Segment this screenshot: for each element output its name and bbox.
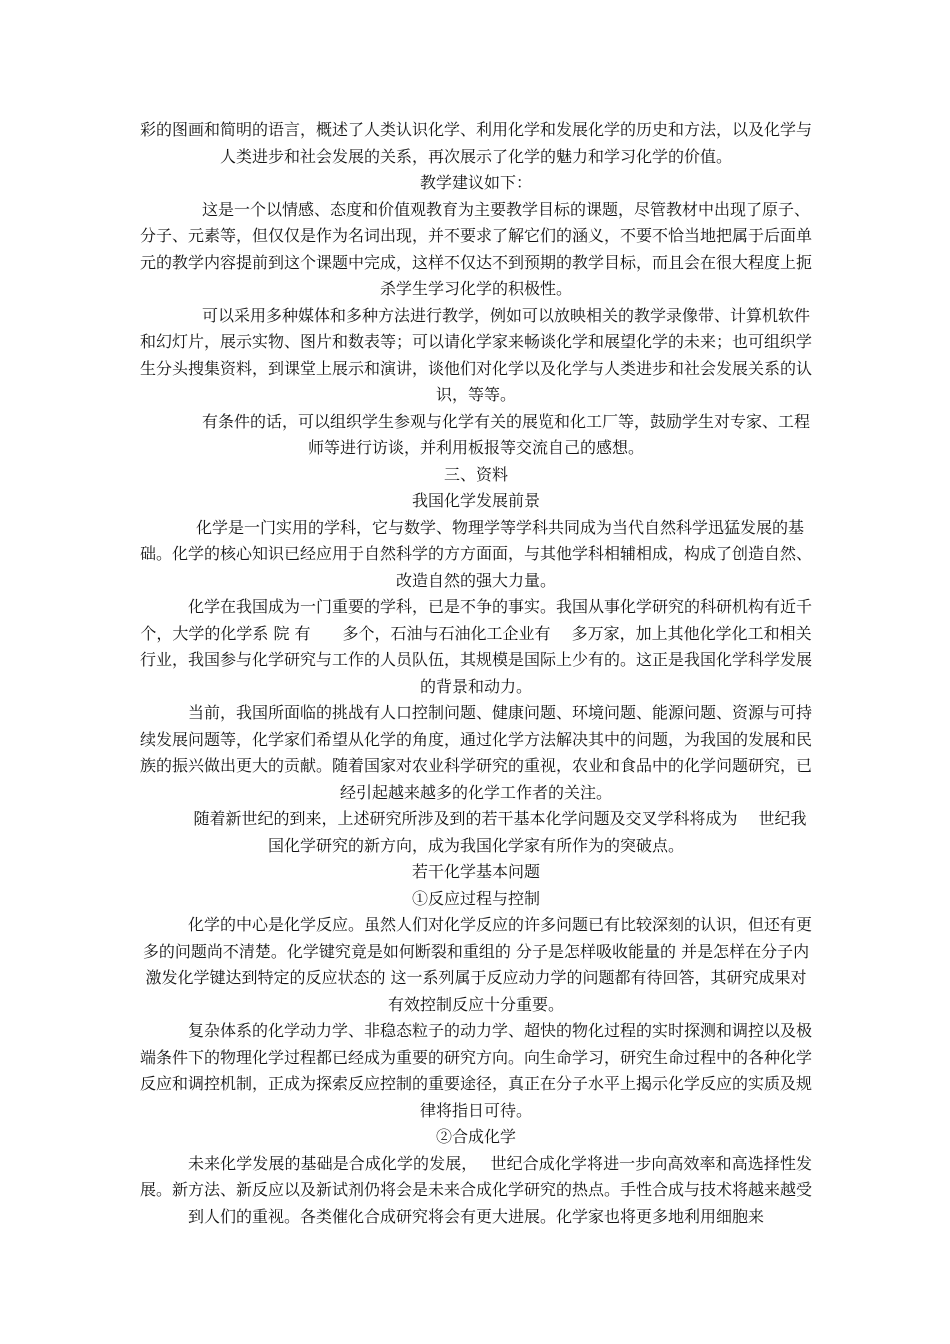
heading-synthetic-chemistry: ②合成化学 <box>435 1127 516 1146</box>
document-page <box>140 117 812 1230</box>
paragraph-suggestion-1: 这是一个以情感、态度和价值观教育为主要教学目标的课题，尽管教材中出现了原子、分子、元素等，但仅仅是作为名词出现，并不要求了解它们的涵义，不要不恰当地把属于后面单元的教学内容提前到这个课题中完成，这样不仅达不到预期的教学目标，而且会在很大程度上扼杀学生学习化学的积极性。 <box>140 199 813 298</box>
paragraph-prospects-4: 随着新世纪的到来，上述研究所涉及到的若干基本化学问题及交叉学科将成为 世纪我国化学研究的新方向，成为我国化学家有所作为的突破点。 <box>193 809 807 855</box>
paragraph-prospects-2: 化学在我国成为一门重要的学科，已是不争的事实。我国从事化学研究的科研机构有近千个，大学的化学系 院 有 多个，石油与石油化工企业有 多万家，加上其他化学化工和相关行业，我国参与化学研究与工作的人员队伍，其规模是国际上少有的。这正是我国化学科学发展的背景和动力。 <box>140 597 813 696</box>
paragraph-synthesis-1: 未来化学发展的基础是合成化学的发展， 世纪合成化学将进一步向高效率和高选择性发展。新方法、新反应以及新试剂仍将会是未来合成化学研究的热点。手性合成与技术将越来越受到人们的重视。各类催化合成研究将会有更大进展。化学家也将更多地利用细胞来 <box>140 1153 813 1226</box>
heading-section-materials: 三、资料 <box>443 464 508 484</box>
paragraph-suggestion-2: 可以采用多种媒体和多种方法进行教学，例如可以放映相关的教学录像带、计算机软件和幻灯片，展示实物、图片和数表等；可以请化学家来畅谈化学和展望化学的未来；也可组织学生分头搜集资料，到课堂上展示和演讲，谈他们对化学以及化学与人类进步和社会发展关系的认识，等等。 <box>140 305 813 404</box>
heading-teaching-suggestions: 教学建议如下： <box>419 173 532 192</box>
paragraph-prospects-1: 化学是一门实用的学科，它与数学、物理学等学科共同成为当代自然科学迅猛发展的基础。化学的核心知识已经应用于自然科学的方方面面，与其他学科相辅相成，构成了创造自然、改造自然的强大力量。 <box>140 517 813 590</box>
heading-reaction-control: ①反应过程与控制 <box>411 888 540 908</box>
paragraph-intro-continued: 彩的图画和简明的语言，概述了人类认识化学、利用化学和发展化学的历史和方法，以及化学与人类进步和社会发展的关系，再次展示了化学的魅力和学习化学的价值。 <box>140 120 813 166</box>
paragraph-reaction-2: 复杂体系的化学动力学、非稳态粒子的动力学、超快的物化过程的实时探测和调控以及极端条件下的物理化学过程都已经成为重要的研究方向。向生命学习，研究生命过程中的各种化学反应和调控机制，正成为探索反应控制的重要途径，真正在分子水平上揭示化学反应的实质及规律将指日可待。 <box>140 1021 813 1120</box>
heading-basic-problems: 若干化学基本问题 <box>411 862 540 881</box>
heading-chemistry-prospects: 我国化学发展前景 <box>411 491 540 510</box>
paragraph-suggestion-3: 有条件的话，可以组织学生参观与化学有关的展览和化工厂等，鼓励学生对专家、工程师等进行访谈，并利用板报等交流自己的感想。 <box>201 411 810 457</box>
paragraph-prospects-3: 当前，我国所面临的挑战有人口控制问题、健康问题、环境问题、能源问题、资源与可持续发展问题等，化学家们希望从化学的角度，通过化学方法解决其中的问题，为我国的发展和民族的振兴做出更大的贡献。随着国家对农业科学研究的重视，农业和食品中的化学问题研究，已经引起越来越多的化学工作者的关注。 <box>140 703 813 802</box>
paragraph-reaction-1: 化学的中心是化学反应。虽然人们对化学反应的许多问题已有比较深刻的认识，但还有更多的问题尚不清楚。化学键究竟是如何断裂和重组的 分子是怎样吸收能量的 并是怎样在分子内激发化学键达到特定的反应状态的 这一系列属于反应动力学的问题都有待回答，其研究成果对有效控制反应十分重要。 <box>142 915 813 1014</box>
